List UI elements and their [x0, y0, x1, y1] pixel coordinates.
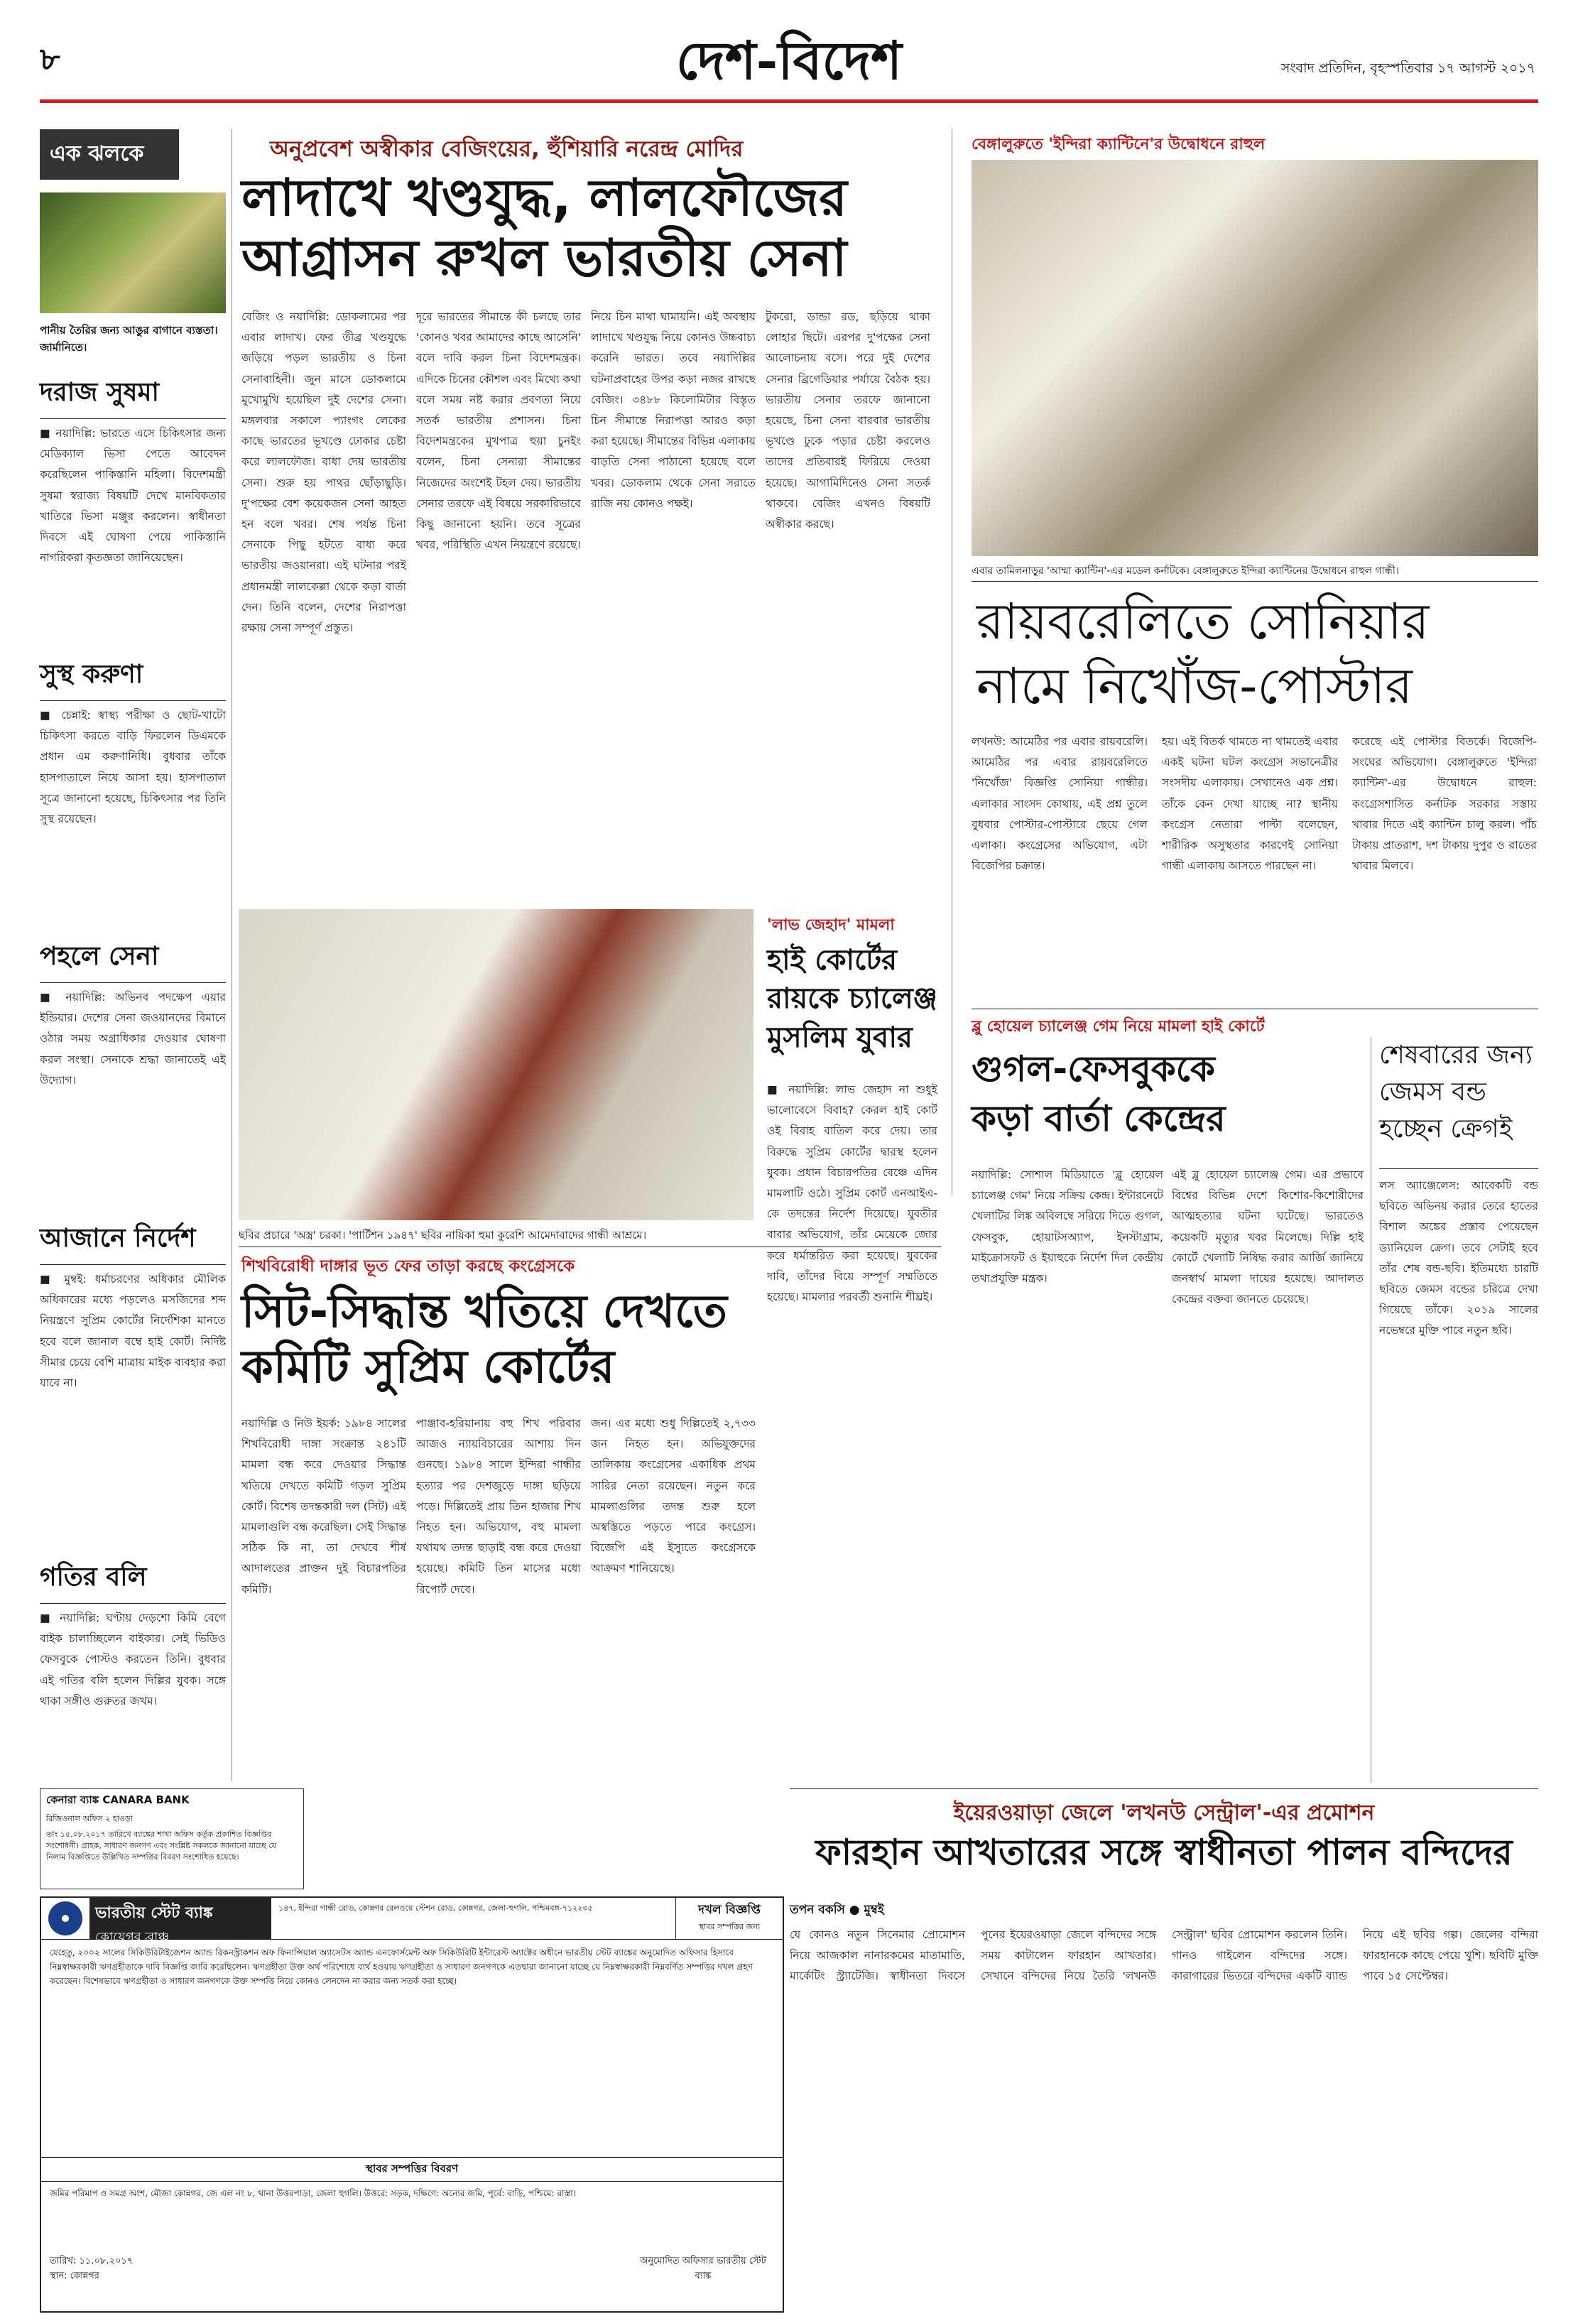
love-jihad-headline: হাই কোর্টের রায়কে চ্যালেঞ্জ মুসলিম যুবার [767, 944, 937, 1054]
sit-body-col: নয়াদিল্লি ও নিউ ইয়র্ক: ১৯৮৪ সালের শিখবিরোধী দাঙ্গা সংক্রান্ত ২৪১টি মামলা বন্ধ করে দেওয়ার সিদ্ধান্ত খতিয়ে দেখতে কমিটি গড়ল সুপ্রিম কোর্ট। বিশেষ তদন্তকারী দল (সিট) এই মামলাগুলি বন্ধ করেছিল। সেই সিদ্ধান্ত সঠিক কি না, তা দেখবে শীর্ষ আদালতের প্রাক্তন দুই বিচারপতির কমিটি। [241, 1417, 406, 1596]
schedule-body: জমির পরিমাপ ও সমগ্র অংশ, মৌজা কোন্নগর, জে এল নং ৮, থানা উত্তরপাড়া, জেলা হুগলি। উত্তরে: সড়ক, দক্ষিণে: অন্যের জমি, পূর্বে: বাড়ি, পশ্চিমে: রাস্তা। [50, 2188, 576, 2198]
sidebar-item-title: পহলে সেনা [40, 942, 159, 971]
rahul-headline-line: রায়বরেলিতে সোনিয়ার [976, 592, 1430, 651]
sidebar-item-body: ■ নয়াদিল্লি: অভিনব পদক্ষেপ এয়ার ইন্ডিয়ার। দেশের সেনা জওয়ানদের বিমানে ওঠার সময় অগ্রাধিকার দেওয়ার ঘোষণা করল সংস্থা। সেনাকে শ্রদ্ধা জানাতেই এই উদ্যোগ। [40, 991, 226, 1087]
blue-whale-body-col: এই ব্লু হোয়েল চ্যালেঞ্জ গেম। এর প্রভাবে বিশ্বের বিভিন্ন দেশে কিশোর-কিশোরীদের আত্মহত্যার ঘটনা ঘটেছে। ভারতেও কয়েকটি মৃত্যুর খবর মিলেছে। দিল্লি হাই কোর্টে খেলাটি নিষিদ্ধ করার আর্জি জানিয়ে জনস্বার্থ মামলা দায়ের হয়েছে। আদালত কেন্দ্রের বক্তব্য জানতে চেয়েছে। [1172, 1168, 1364, 1306]
sbi-body: যেহেতু, ২০০২ সালের সিকিউরিটাইজেশন অ্যান্ড রিকনস্ট্রাকশন অফ ফিনান্সিয়াল অ্যাসেটস অ্যান্ড এনফোর্সমেন্ট অফ সিকিউরিটি ইন্টারেস্ট অ্যাক্টের অধীনে ভারতীয় স্টেট ব্যাঙ্কের অনুমোদিত অফিসার হিসাবে নিম্নস্বাক্ষরকারী ঋণগ্রহীতাকে দাবি বিজ্ঞপ্তি জারি করেছিলেন। ঋণগ্রহীতা উক্ত অর্থ পরিশোধে ব্যর্থ হওয়ায় ঋণগ্রহীতা ও সাধারণ জনগণকে এতদ্বারা জানানো যাচ্ছে যে নিম্নস্বাক্ষরকারী নিম্নবর্ণিত সম্পত্তির দখল গ্রহণ করেছেন। বিশেষভাবে ঋণগ্রহীতা ও সাধারণ জনগণকে উক্ত সম্পত্তি নিয়ে কোনও লেনদেন না করার জন্য সতর্ক করা হচ্ছে। [50, 1948, 753, 1986]
rahul-photo-caption: এবার তামিলনাড়ুর 'আম্মা ক্যান্টিন'-এর মডেল কর্নাটকে। বেঙ্গালুরুতে ইন্দিরা ক্যান্টিনের উদ্বোধনে রাহুল গান্ধী। [972, 565, 1399, 577]
sit-headline [241, 1284, 760, 1395]
section-title: দেশ-বিদেশ [675, 31, 903, 92]
farhan-kicker: ইয়েরওয়াড়া জেলে 'লখনউ সেন্ট্রাল'-এর প্রমোশন [953, 1801, 1375, 1825]
sbi-title: ভারতীয় স্টেট ব্যাঙ্ক [95, 1904, 213, 1922]
notice-title: দখল বিজ্ঞপ্তি [697, 1903, 761, 1917]
lead-headline [241, 168, 952, 288]
blue-whale-headline-line: গুগল-ফেসবুককে [972, 1048, 1215, 1090]
lead-body-col: নিয়ে চিন মাথা ঘামায়নি। এই অবস্থায় লাদাখে খণ্ডযুদ্ধ নিয়ে কোনও উচ্চবাচ্য করেনি ভারত। তবে নয়াদিল্লির ঘটনাপ্রবাহের উপর কড়া নজর রাখছে বেজিং। ৩৪৮৮ কিলোমিটার বিস্তৃত চিন সীমান্তে নিরাপত্তা আরও কড়া করা হয়েছে। সীমান্তের বিভিন্ন এলাকায় বাড়তি সেনা পাঠানো হয়েছে বলে খবর। ডোকলাম থেকে সেনা সরাতে রাজি নয় কোনও পক্ষই। [591, 310, 756, 510]
james-headline: শেষবারের জন্য জেমস বন্ড হচ্ছেন ক্রেগই [1379, 1041, 1533, 1144]
lead-headline-line: আগ্রাসন রুখল ভারতীয় সেনা [241, 227, 847, 288]
rahul-headline-line: নামে নিখোঁজ-পোস্টার [976, 657, 1413, 715]
sidebar-item-body: ■ নয়াদিল্লি: ভারতে এসে চিকিৎসার জন্য মেডিক্যাল ভিসা পেতে আবেদন করেছিলেন পাকিস্তানি মহিলা। বিদেশমন্ত্রী সুষমা স্বরাজ্য বিষয়টি দেখে মানবিকতার খাতিরে ভিসা মঞ্জুর করলেন। স্বাধীনতা দিবসে এই ঘোষণা পেয়ে পাকিস্তানি নাগরিকরা কৃতজ্ঞতা জানিয়েছেন। [40, 427, 226, 565]
blue-whale-headline [972, 1044, 1355, 1144]
farhan-byline: তপন বকসি ● মুম্বই [790, 1903, 884, 1917]
sidebar-label: এক ঝলকে [40, 129, 179, 180]
sbi-branch: কোয়েগর ব্রাঞ্চ [95, 1930, 170, 1945]
sbi-logo-icon [48, 1901, 82, 1935]
notice-place: স্থান: কোন্নগর [50, 2271, 99, 2281]
blue-whale-headline-line: কড়া বার্তা কেন্দ্রের [972, 1098, 1226, 1139]
sit-kicker: শিখবিরোধী দাঙ্গার ভূত ফের তাড়া করছে কংগ্রেসকে [241, 1257, 575, 1276]
farhan-headline: ফারহান আখতারের সঙ্গে স্বাধীনতা পালন বন্দিদের [815, 1832, 1513, 1873]
rahul-body-col: করেছে এই পোস্টার বিতর্কে। বিজেপি-সংঘের অভিযোগ। বেঙ্গালুরুতে 'ইন্দিরা ক্যান্টিন'-এর উদ্বোধনে রাহুল: কংগ্রেসশাসিত কর্নাটক সরকার সস্তায় খাবার দিতে এই ক্যান্টিন চালু করল। পাঁচ টাকায় প্রাতরাশ, দশ টাকায় দুপুর ও রাতের খাবার মিলবে। [1352, 735, 1537, 873]
sit-headline-line: সিট-সিদ্ধান্ত খতিয়ে দেখতে [241, 1286, 727, 1338]
rahul-headline [976, 590, 1538, 719]
masthead-rule [40, 99, 1538, 103]
canara-ad [40, 1788, 304, 1889]
love-jihad-body: ■ নয়াদিল্লি: লাভ জেহাদ না শুধুই ভালোবেসে বিবাহ? কেরল হাই কোর্ট ওই বিবাহ বাতিল করে দেয়। তার বিরুদ্ধে সুপ্রিম কোর্টের দ্বারস্থ হলেন যুবক। প্রধান বিচারপতির বেঞ্চে এদিন মামলাটি ওঠে। সুপ্রিম কোর্ট এনআইএ-কে তদন্তের নির্দেশ দিয়েছে। যুবতীর বাবার অভিযোগ, তাঁর মেয়েকে জোর করে ধর্মান্তরিত করা হয়েছে। যুবকের দাবি, তাঁদের বিয়ে সম্পূর্ণ সম্মতিতে হয়েছে। মামলার পরবর্তী শুনানি শীঘ্রই। [767, 1083, 937, 1304]
love-jihad-kicker: 'লাভ জেহাদ' মামলা [767, 916, 895, 934]
sidebar-item-body: ■ মুম্বই: ধর্মাচরণের অধিকার মৌলিক অধিকারের মধ্যে পড়লেও মসজিদের শব্দ নিয়ন্ত্রণে সুপ্রিম কোর্টের নির্দেশিকা মানতে হবে বলে জানাল বম্বে হাই কোর্ট। নির্দিষ্ট সীমার চেয়ে বেশি মাত্রায় মাইক ব্যবহার করা যাবে না। [40, 1273, 226, 1390]
rahul-body-col: হয়। এই বিতর্ক থামতে না থামতেই এবার একই ঘটনা ঘটল কংগ্রেস সভানেত্রীর সংসদীয় এলাকায়। সেখানেও এক প্রশ্ন। তাঁকে কেন দেখা যাচ্ছে না? স্থানীয় কংগ্রেস নেতারা পাল্টা বলেছেন, শারীরিক অসুস্থতার কারণেই সোনিয়া গান্ধী এলাকায় আসতে পারছেন না। [1162, 735, 1338, 873]
grapes-photo [40, 192, 226, 313]
sidebar-item-body: ■ নয়াদিল্লি: ঘণ্টায় দেড়শো কিমি বেগে বাইক চালাচ্ছিলেন বাইকার। সেই ভিডিও ফেসবুকে পোস্টও করতেন তিনি। বুধবার এই গতির বলি হলেন দিল্লির যুবক। সঙ্গে থাকা সঙ্গীও গুরুতর জখম। [40, 1612, 226, 1707]
sit-body-col: জন। এর মধ্যে শুধু দিল্লিতেই ২,৭৩৩ জন নিহত হন। অভিযুক্তদের তালিকায় কংগ্রেসের একাধিক প্রথম সারির নেতা রয়েছেন। নতুন করে মামলাগুলির তদন্ত শুরু হলে অস্বস্তিতে পড়তে পারে কংগ্রেস। বিজেপি এই ইস্যুতে কংগ্রেসকে আক্রমণ শানিয়েছে। [591, 1417, 756, 1575]
canara-title: কেনারা ব্যাঙ্ক CANARA BANK [46, 1793, 190, 1806]
sidebar-item-title: সুস্থ করুণা [40, 660, 143, 689]
lead-kicker: অনুপ্রবেশ অস্বীকার বেজিংয়ের, হুঁশিয়ারি নরেন্দ্র মোদির [270, 136, 744, 162]
sidebar-item-title: আজানে নির্দেশ [40, 1224, 196, 1253]
sit-headline-line: কমিটি সুপ্রিম কোর্টের [241, 1341, 615, 1394]
sit-body-col: পাঞ্জাব-হরিয়ানায় বহু শিখ পরিবার আজও ন্যায়বিচারের আশায় দিন গুনছে। ১৯৮৪ সালে ইন্দিরা গান্ধীর হত্যার পর দেশজুড়ে দাঙ্গা ছড়িয়ে পড়ে। দিল্লিতেই প্রায় তিন হাজার শিখ নিহত হন। অভিযোগ, বহু মামলা যথাযথ তদন্ত ছাড়াই বন্ধ করে দেওয়া হয়েছে। কমিটি তিন মাসের মধ্যে রিপোর্ট দেবে। [416, 1417, 581, 1596]
rahul-photo [972, 160, 1538, 556]
sidebar [40, 129, 226, 1781]
notice-officer: অনুমোদিত অফিসার ভারতীয় স্টেট ব্যাঙ্ক [640, 2256, 766, 2281]
farhan-body: যে কোনও নতুন সিনেমার প্রোমোশন নিয়ে আজকাল নানারকমের মাতামাতি, মার্কেটিং স্ট্র্যাটেজি। স্বাধীনতা দিবসে পুনের ইয়েরওয়াড়া জেলে বন্দিদের সঙ্গে সময় কাটালেন ফারহান আখতার। সেখানে বন্দিদের নিয়ে তৈরি 'লখনউ সেন্ট্রাল' ছবির প্রোমোশন করলেন তিনি। গানও গাইলেন বন্দিদের সঙ্গে। কারাগারের ভিতরে বন্দিদের একটি ব্যান্ড নিয়ে এই ছবির গল্প। জেলের বন্দিরা ফারহানকে কাছে পেয়ে খুশি। ছবিটি মুক্তি পাবে ১৫ সেপ্টেম্বর। [790, 1928, 1538, 1983]
lead-body-col: দূরে ভারতের সীমান্তে কী চলছে তার 'কোনও খবর আমাদের কাছে আসেনি' বলে দাবি করল চিনা বিদেশমন্ত্রক। এদিকে চিনের কৌশল এবং মিথ্যে কথা বলে সময় নষ্ট করার প্রবণতা নিয়ে সতর্ক ভারতীয় প্রশাসন। চিনা বিদেশমন্ত্রকের মুখপাত্র হুয়া চুনইং বলেন, চিনা সেনারা সীমান্তের নিজেদের অংশেই টহল দেয়। ভারতীয় সেনার তরফে এই বিষয়ে সরকারিভাবে কিছু জানানো হয়নি। তবে সূত্রের খবর, পরিস্থিতি এখন নিয়ন্ত্রণে রয়েছে। [416, 310, 581, 552]
sidebar-item-body: ■ চেন্নাই: স্বাস্থ্য পরীক্ষা ও ছোট-খাটো চিকিৎসা করতে বাড়ি ফিরলেন ডিএমকে প্রধান এম করুণানিধি। বুধবার তাঁকে হাসপাতালে নিয়ে আসা হয়। হাসপাতাল সূত্রে জানানো হয়েছে, চিকিৎসার পর তিনি সুস্থ রয়েছেন। [40, 709, 226, 826]
lead-body-col: টুকরো, ডান্ডা রড, ছড়িয়ে থাকা লোহার ছিটে। এরপর দু'পক্ষের সেনা আলোচনায় বসে। পরে দুই দেশের সেনার ব্রিগেডিয়ার পর্যায়ে বৈঠক হয়। ভারতীয় সেনার তরফে জানানো হয়েছে, চিনা সেনা বারবার ভারতীয় ভূখণ্ডে ঢুকে পড়ার চেষ্টা করলেও তাদের প্রতিবারই ফিরিয়ে দেওয়া হয়েছে। আগামিদিনেও সেনা সতর্ক থাকবে। বেজিং এখনও বিষয়টি অস্বীকার করছে। [766, 310, 930, 531]
james-body: লস অ্যাঞ্জেলেস: আবেকটি বন্ড ছবিতে অভিনয় করার তেরে হাতের বিশাল অঙ্কের প্রস্তাব পেয়েছেন ড্যানিয়েল ক্রেগ। তবে সেটাই হবে তাঁর শেষ বন্ড-ছবি। ইতিমধ্যে চারটি ছবিতে জেমস বন্ডের চরিত্রে দেখা গিয়েছে তাঁকে। ২০১৯ সালের নভেম্বরে মুক্তি পাবে নতুন ছবি। [1379, 1179, 1538, 1337]
lead-body-col: বেজিং ও নয়াদিল্লি: ডোকলামের পর এবার লাদাখ। ফের তীব্র খণ্ডযুদ্ধে জড়িয়ে পড়ল ভারতীয় ও চিনা সেনাবাহিনী। জুন মাসে ডোকলামে মুখোমুখি হয়েছিল দুই দেশের সেনা। মঙ্গলবার সকালে প্যাংগং লেকের কাছে ভারতের ভূখণ্ডে ঢোকার চেষ্টা করে লালফৌজ। বাধা দেয় ভারতীয় সেনা। শুরু হয় পাথর ছোঁড়াছুড়ি। দু'পক্ষের বেশ কয়েকজন সেনা আহত হন বলে খবর। শেষ পর্যন্ত চিনা সেনাকে পিছু হটতে বাধ্য করে ভারতীয় জওয়ানরা। এই ঘটনার পরই প্রধানমন্ত্রী লালকেল্লা থেকে কড়া বার্তা দেন। তিনি বলেন, দেশের নিরাপত্তা রক্ষায় সেনা সম্পূর্ণ প্রস্তুত। [241, 310, 406, 635]
notice-subtitle: স্থাবর সম্পত্তির জন্য [698, 1922, 761, 1931]
lead-headline-line: লাদাখে খণ্ডযুদ্ধ, লালফৌজের [241, 168, 847, 227]
sbi-address: ১৪৭, ইন্দিরা গান্ধী রোড, কোন্নগর রেলওয়ে স্টেশন রোড, কোন্নগর, জেলা-হুগলি, পশ্চিমবঙ্গ-৭১২২৩৫ [278, 1904, 593, 1913]
schedule-title: স্থাবর সম্পত্তির বিবরণ [41, 2157, 783, 2182]
blue-whale-body-col: নয়াদিল্লি: সোশাল মিডিয়াতে 'ব্লু হোয়েল চ্যালেঞ্জ গেম' নিয়ে সক্রিয় কেন্দ্র। ইন্টারনেটে খেলাটির লিঙ্ক অবিলম্বে সরিয়ে দিতে গুগল, ফেসবুক, হোয়াটসঅ্যাপ, ইনস্টাগ্রাম, মাইক্রোসফট ও ইয়াহুকে নির্দেশ দিল কেন্দ্রীয় তথ্যপ্রযুক্তি মন্ত্রক। [972, 1168, 1163, 1286]
blue-whale-kicker: ব্লু হোয়েল চ্যালেঞ্জ গেম নিয়ে মামলা হাই কোর্টে [972, 1018, 1265, 1036]
canara-body: তাং ১৫.০৮.২০১৭ তারিখে ব্যাঙ্কের শাখা অফিস কর্তৃক প্রকাশিত বিজ্ঞপ্তির সংশোধনী। গ্রাহক, সাধারণ জনগণ এবং সংশ্লিষ্ট সকলকে জানানো যাচ্ছে যে নিলাম বিজ্ঞপ্তিতে উল্লিখিত সম্পত্তির বিবরণ সংশোধিত হয়েছে। [46, 1830, 277, 1862]
grapes-photo-caption: পানীয় তৈরির জন্য আঙুর বাগানে ব্যস্ততা। জার্মানিতে। [40, 324, 218, 354]
sidebar-item-title: দরাজ সুষমা [40, 378, 159, 407]
charka-photo-caption: ছবির প্রচারে 'অস্ত্র' চরকা। 'পার্টিশন ১৯৪৭' ছবির নায়িকা হুমা কুরেশি আমেদাবাদের গান্ধী আশ্রমে। [239, 1229, 647, 1242]
sbi-ad [40, 1896, 784, 2313]
dateline: সংবাদ প্রতিদিন, বৃহস্পতিবার ১৭ আগস্ট ২০১৭ [1280, 60, 1535, 76]
sbi-header [41, 1898, 783, 1945]
page-number: ৮ [40, 41, 60, 77]
notice-date: তারিখ: ১১.০৮.২০১৭ [50, 2256, 134, 2266]
rahul-kicker: বেঙ্গালুরুতে 'ইন্দিরা ক্যান্টিনে'র উদ্বোধনে রাহুল [972, 136, 1266, 153]
canara-subtitle: রিজিওনাল অফিস ২ হাওড়া [46, 1814, 133, 1823]
charka-photo [239, 909, 753, 1220]
rahul-body-col: লখনউ: আমেঠির পর এবার রায়বরেলি। আমেঠির পর এবার রায়বরেলিতে 'নিখোঁজ' বিজ্ঞপ্তি সোনিয়া গান্ধীর। এলাকার সাংসদ কোথায়, এই প্রশ্ন তুলে বুধবার পোস্টার-পোস্টারে ছেয়ে গেল এলাকা। কংগ্রেসের অভিযোগ, এটা বিজেপির চক্রান্ত। [972, 735, 1148, 873]
sidebar-item-title: গতির বলি [40, 1563, 147, 1592]
